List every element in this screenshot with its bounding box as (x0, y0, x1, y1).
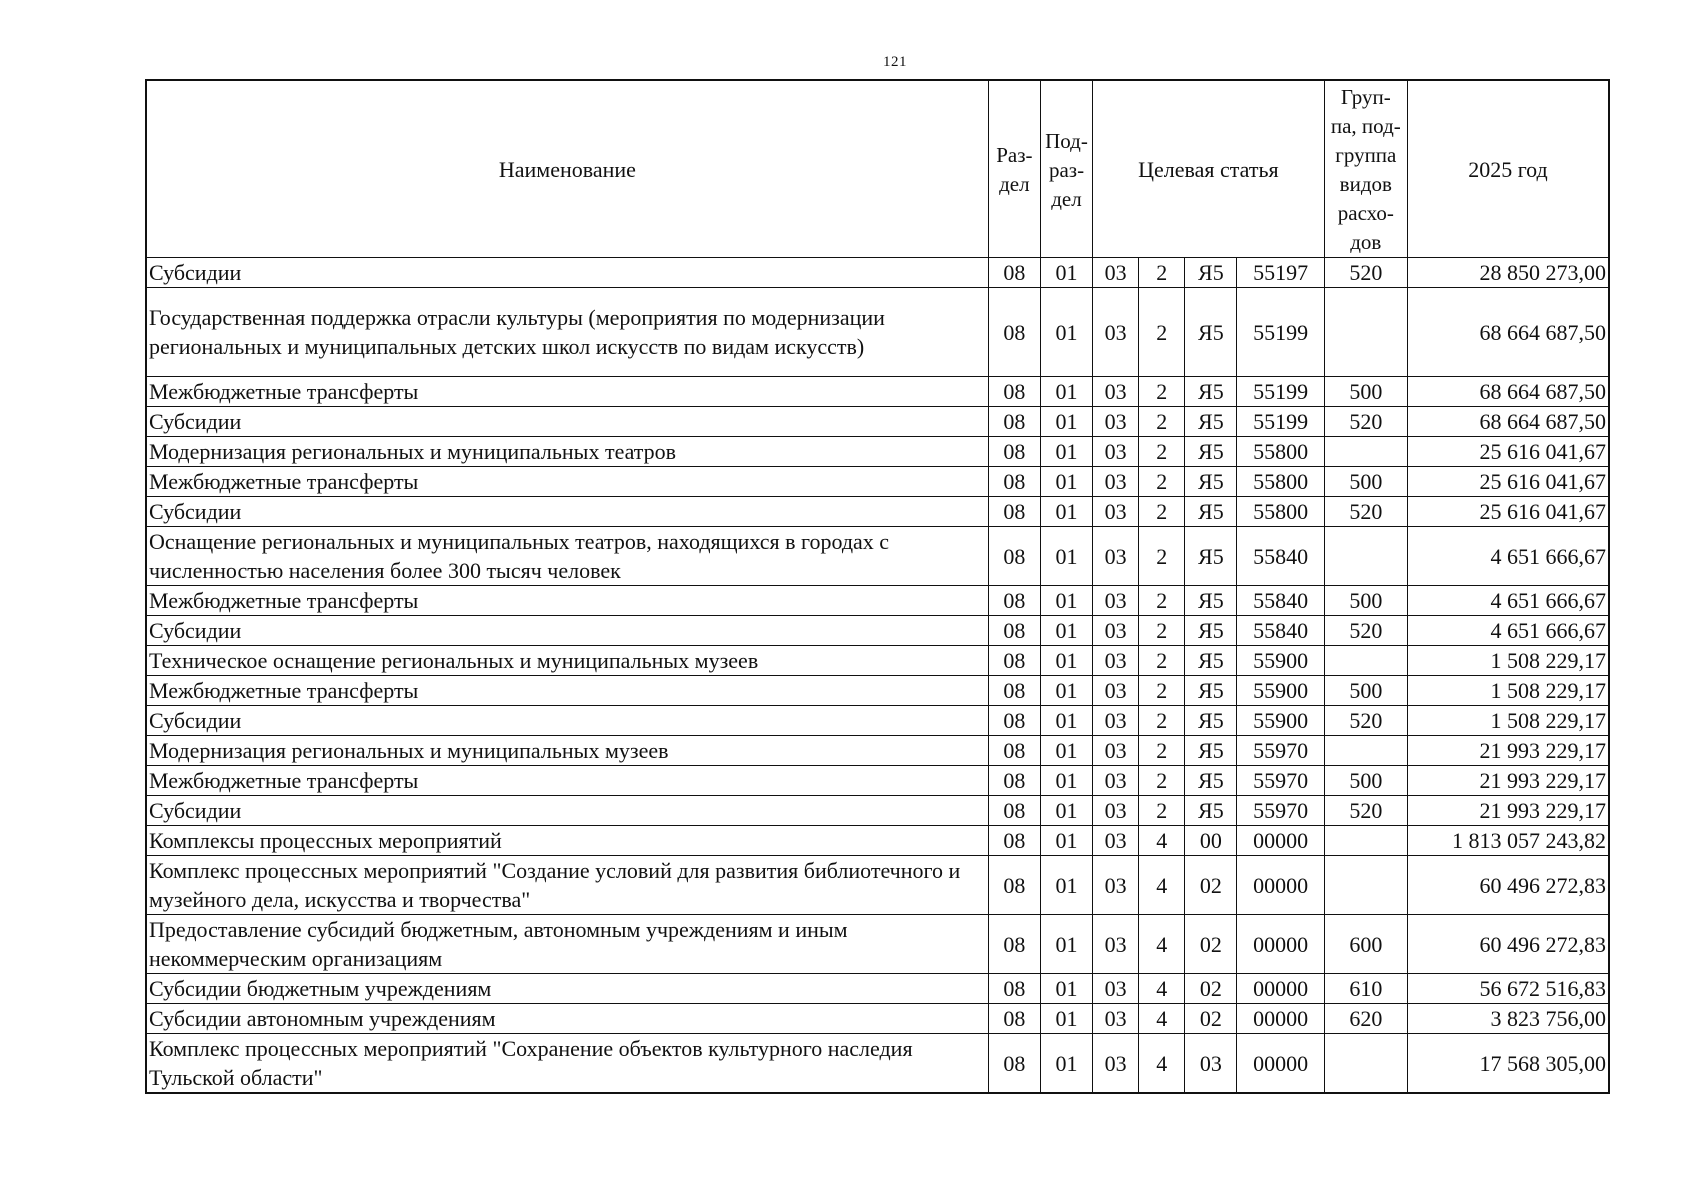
row-expense-group (1324, 1034, 1407, 1094)
row-target-program: 03 (1093, 527, 1139, 586)
row-amount: 1 508 229,17 (1407, 646, 1609, 676)
row-razdel: 08 (988, 646, 1040, 676)
row-target-program: 03 (1093, 826, 1139, 856)
row-amount: 56 672 516,83 (1407, 974, 1609, 1004)
row-target-direction: 55800 (1237, 437, 1324, 467)
row-target-program: 03 (1093, 706, 1139, 736)
row-amount: 25 616 041,67 (1407, 467, 1609, 497)
row-target-project: Я5 (1185, 377, 1237, 407)
row-expense-group: 520 (1324, 258, 1407, 288)
row-target-project: 03 (1185, 1034, 1237, 1094)
row-target-program: 03 (1093, 258, 1139, 288)
row-razdel: 08 (988, 437, 1040, 467)
row-amount: 25 616 041,67 (1407, 497, 1609, 527)
table-row (146, 766, 1609, 796)
row-target-project: Я5 (1185, 586, 1237, 616)
row-target-type: 4 (1139, 1034, 1185, 1094)
row-name: Межбюджетные трансферты (146, 676, 988, 706)
row-name: Субсидии бюджетным учреждениям (146, 974, 988, 1004)
row-target-type: 4 (1139, 826, 1185, 856)
row-razdel: 08 (988, 974, 1040, 1004)
row-expense-group: 620 (1324, 1004, 1407, 1034)
row-target-program: 03 (1093, 586, 1139, 616)
row-target-direction: 55199 (1237, 377, 1324, 407)
table-row (146, 377, 1609, 407)
row-target-direction: 55197 (1237, 258, 1324, 288)
row-target-direction: 00000 (1237, 974, 1324, 1004)
row-target-project: Я5 (1185, 258, 1237, 288)
row-podrazdel: 01 (1040, 586, 1092, 616)
row-expense-group (1324, 646, 1407, 676)
table-row (146, 1034, 1609, 1094)
row-target-program: 03 (1093, 646, 1139, 676)
row-podrazdel: 01 (1040, 646, 1092, 676)
table-row (146, 676, 1609, 706)
row-target-program: 03 (1093, 437, 1139, 467)
row-expense-group: 520 (1324, 796, 1407, 826)
row-target-project: Я5 (1185, 437, 1237, 467)
row-target-type: 2 (1139, 706, 1185, 736)
row-amount: 17 568 305,00 (1407, 1034, 1609, 1094)
row-razdel: 08 (988, 407, 1040, 437)
row-target-program: 03 (1093, 377, 1139, 407)
row-target-project: Я5 (1185, 616, 1237, 646)
row-target-project: Я5 (1185, 796, 1237, 826)
page-number: 121 (883, 54, 907, 70)
row-target-program: 03 (1093, 856, 1139, 915)
row-target-project: 02 (1185, 1004, 1237, 1034)
row-target-direction: 55900 (1237, 706, 1324, 736)
row-target-program: 03 (1093, 288, 1139, 377)
row-target-type: 2 (1139, 437, 1185, 467)
row-expense-group: 600 (1324, 915, 1407, 974)
row-razdel: 08 (988, 676, 1040, 706)
row-target-project: 00 (1185, 826, 1237, 856)
row-name: Межбюджетные трансферты (146, 467, 988, 497)
row-razdel: 08 (988, 826, 1040, 856)
row-expense-group (1324, 826, 1407, 856)
row-razdel: 08 (988, 258, 1040, 288)
table-body (146, 258, 1609, 1094)
row-target-type: 4 (1139, 856, 1185, 915)
row-amount: 25 616 041,67 (1407, 437, 1609, 467)
row-amount: 1 508 229,17 (1407, 706, 1609, 736)
row-target-program: 03 (1093, 407, 1139, 437)
row-name: Субсидии автономным учреждениям (146, 1004, 988, 1034)
row-expense-group: 500 (1324, 377, 1407, 407)
table-row (146, 915, 1609, 974)
row-name: Субсидии (146, 497, 988, 527)
row-amount: 21 993 229,17 (1407, 796, 1609, 826)
row-razdel: 08 (988, 1004, 1040, 1034)
row-expense-group: 500 (1324, 467, 1407, 497)
table-row (146, 706, 1609, 736)
table-row (146, 258, 1609, 288)
row-target-project: Я5 (1185, 407, 1237, 437)
row-name: Предоставление субсидий бюджетным, автономным учреждениям и иным некоммерческим организациям (146, 915, 988, 974)
header-expense-group: Груп- па, под- группа видов расхо- дов (1324, 80, 1407, 258)
row-target-type: 4 (1139, 915, 1185, 974)
row-target-type: 2 (1139, 497, 1185, 527)
row-amount: 68 664 687,50 (1407, 288, 1609, 377)
row-razdel: 08 (988, 736, 1040, 766)
row-amount: 60 496 272,83 (1407, 856, 1609, 915)
row-razdel: 08 (988, 915, 1040, 974)
table-row (146, 1004, 1609, 1034)
row-podrazdel: 01 (1040, 826, 1092, 856)
row-name: Межбюджетные трансферты (146, 766, 988, 796)
row-name: Техническое оснащение региональных и муниципальных музеев (146, 646, 988, 676)
row-target-direction: 00000 (1237, 856, 1324, 915)
row-razdel: 08 (988, 288, 1040, 377)
row-expense-group (1324, 736, 1407, 766)
row-target-project: Я5 (1185, 676, 1237, 706)
row-target-program: 03 (1093, 467, 1139, 497)
row-target-project: Я5 (1185, 736, 1237, 766)
row-target-direction: 55970 (1237, 736, 1324, 766)
row-target-project: 02 (1185, 915, 1237, 974)
row-target-type: 2 (1139, 766, 1185, 796)
row-target-type: 2 (1139, 646, 1185, 676)
row-target-project: Я5 (1185, 766, 1237, 796)
row-target-project: Я5 (1185, 467, 1237, 497)
row-target-program: 03 (1093, 796, 1139, 826)
row-amount: 21 993 229,17 (1407, 736, 1609, 766)
table-row (146, 616, 1609, 646)
row-target-project: Я5 (1185, 288, 1237, 377)
row-target-project: 02 (1185, 856, 1237, 915)
row-target-direction: 55900 (1237, 676, 1324, 706)
row-target-program: 03 (1093, 1004, 1139, 1034)
row-expense-group (1324, 288, 1407, 377)
row-podrazdel: 01 (1040, 407, 1092, 437)
row-target-direction: 55840 (1237, 527, 1324, 586)
row-podrazdel: 01 (1040, 796, 1092, 826)
row-target-direction: 55199 (1237, 288, 1324, 377)
row-name: Межбюджетные трансферты (146, 586, 988, 616)
row-target-project: Я5 (1185, 646, 1237, 676)
table-row (146, 497, 1609, 527)
row-name: Субсидии (146, 407, 988, 437)
row-name: Субсидии (146, 258, 988, 288)
row-expense-group (1324, 437, 1407, 467)
row-target-program: 03 (1093, 915, 1139, 974)
row-target-type: 2 (1139, 467, 1185, 497)
row-target-project: Я5 (1185, 497, 1237, 527)
row-podrazdel: 01 (1040, 437, 1092, 467)
row-name: Государственная поддержка отрасли культуры (мероприятия по модернизации региональных и муниципальных детских школ искусств по видам искусств) (146, 288, 988, 377)
row-razdel: 08 (988, 766, 1040, 796)
row-target-program: 03 (1093, 497, 1139, 527)
row-amount: 60 496 272,83 (1407, 915, 1609, 974)
row-expense-group: 500 (1324, 676, 1407, 706)
row-razdel: 08 (988, 796, 1040, 826)
row-razdel: 08 (988, 616, 1040, 646)
table-row (146, 586, 1609, 616)
header-name: Наименование (146, 80, 988, 258)
row-target-direction: 00000 (1237, 1034, 1324, 1094)
table-row (146, 288, 1609, 377)
row-amount: 28 850 273,00 (1407, 258, 1609, 288)
table-row (146, 856, 1609, 915)
table-header (146, 80, 1609, 258)
row-target-direction: 00000 (1237, 1004, 1324, 1034)
row-target-direction: 55800 (1237, 467, 1324, 497)
row-expense-group: 610 (1324, 974, 1407, 1004)
row-target-direction: 55840 (1237, 616, 1324, 646)
row-target-project: Я5 (1185, 527, 1237, 586)
row-expense-group (1324, 856, 1407, 915)
row-amount: 68 664 687,50 (1407, 377, 1609, 407)
row-podrazdel: 01 (1040, 377, 1092, 407)
row-target-program: 03 (1093, 1034, 1139, 1094)
table-row (146, 527, 1609, 586)
row-amount: 4 651 666,67 (1407, 527, 1609, 586)
row-name: Межбюджетные трансферты (146, 377, 988, 407)
row-target-type: 2 (1139, 586, 1185, 616)
row-target-direction: 55970 (1237, 766, 1324, 796)
table-row (146, 974, 1609, 1004)
row-expense-group: 520 (1324, 706, 1407, 736)
row-podrazdel: 01 (1040, 527, 1092, 586)
row-podrazdel: 01 (1040, 706, 1092, 736)
row-razdel: 08 (988, 497, 1040, 527)
row-name: Оснащение региональных и муниципальных театров, находящихся в городах с численностью населения более 300 тысяч человек (146, 527, 988, 586)
row-podrazdel: 01 (1040, 616, 1092, 646)
row-podrazdel: 01 (1040, 974, 1092, 1004)
row-name: Комплексы процессных мероприятий (146, 826, 988, 856)
row-target-direction: 55199 (1237, 407, 1324, 437)
table-row (146, 736, 1609, 766)
row-target-type: 2 (1139, 377, 1185, 407)
row-podrazdel: 01 (1040, 467, 1092, 497)
table-row (146, 407, 1609, 437)
row-target-type: 2 (1139, 736, 1185, 766)
table-row (146, 437, 1609, 467)
row-podrazdel: 01 (1040, 258, 1092, 288)
row-podrazdel: 01 (1040, 856, 1092, 915)
row-expense-group (1324, 527, 1407, 586)
row-target-direction: 55970 (1237, 796, 1324, 826)
budget-table (145, 79, 1610, 1094)
row-target-program: 03 (1093, 616, 1139, 646)
row-podrazdel: 01 (1040, 1034, 1092, 1094)
row-target-type: 4 (1139, 1004, 1185, 1034)
row-amount: 1 508 229,17 (1407, 676, 1609, 706)
row-podrazdel: 01 (1040, 736, 1092, 766)
table-row (146, 646, 1609, 676)
row-target-project: 02 (1185, 974, 1237, 1004)
row-target-program: 03 (1093, 974, 1139, 1004)
row-expense-group: 520 (1324, 407, 1407, 437)
row-target-type: 2 (1139, 527, 1185, 586)
header-year-2025: 2025 год (1407, 80, 1609, 258)
row-target-direction: 00000 (1237, 826, 1324, 856)
row-expense-group: 520 (1324, 497, 1407, 527)
row-expense-group: 500 (1324, 766, 1407, 796)
row-target-type: 2 (1139, 288, 1185, 377)
row-amount: 68 664 687,50 (1407, 407, 1609, 437)
row-target-program: 03 (1093, 766, 1139, 796)
row-podrazdel: 01 (1040, 766, 1092, 796)
row-target-direction: 55900 (1237, 646, 1324, 676)
row-amount: 3 823 756,00 (1407, 1004, 1609, 1034)
row-name: Комплекс процессных мероприятий "Создание условий для развития библиотечного и музейного дела, искусства и творчества" (146, 856, 988, 915)
row-podrazdel: 01 (1040, 497, 1092, 527)
row-amount: 21 993 229,17 (1407, 766, 1609, 796)
row-target-type: 2 (1139, 676, 1185, 706)
row-target-type: 2 (1139, 258, 1185, 288)
row-target-direction: 00000 (1237, 915, 1324, 974)
row-name: Модернизация региональных и муниципальных театров (146, 437, 988, 467)
row-razdel: 08 (988, 527, 1040, 586)
header-target-article: Целевая статья (1093, 80, 1325, 258)
row-razdel: 08 (988, 377, 1040, 407)
row-podrazdel: 01 (1040, 676, 1092, 706)
row-podrazdel: 01 (1040, 1004, 1092, 1034)
row-target-type: 2 (1139, 796, 1185, 826)
row-target-program: 03 (1093, 736, 1139, 766)
table-row (146, 826, 1609, 856)
row-target-type: 2 (1139, 407, 1185, 437)
row-target-direction: 55840 (1237, 586, 1324, 616)
row-name: Модернизация региональных и муниципальных музеев (146, 736, 988, 766)
table-row (146, 796, 1609, 826)
row-target-program: 03 (1093, 676, 1139, 706)
row-expense-group: 520 (1324, 616, 1407, 646)
row-target-type: 2 (1139, 616, 1185, 646)
row-amount: 4 651 666,67 (1407, 616, 1609, 646)
row-name: Субсидии (146, 706, 988, 736)
row-name: Комплекс процессных мероприятий "Сохранение объектов культурного наследия Тульской области" (146, 1034, 988, 1094)
header-razdel: Раз- дел (988, 80, 1040, 258)
row-name: Субсидии (146, 616, 988, 646)
row-target-direction: 55800 (1237, 497, 1324, 527)
row-target-type: 4 (1139, 974, 1185, 1004)
row-razdel: 08 (988, 586, 1040, 616)
row-razdel: 08 (988, 467, 1040, 497)
row-amount: 1 813 057 243,82 (1407, 826, 1609, 856)
row-target-project: Я5 (1185, 706, 1237, 736)
row-podrazdel: 01 (1040, 915, 1092, 974)
header-podrazdel: Под- раз- дел (1040, 80, 1092, 258)
row-amount: 4 651 666,67 (1407, 586, 1609, 616)
row-podrazdel: 01 (1040, 288, 1092, 377)
row-razdel: 08 (988, 856, 1040, 915)
row-razdel: 08 (988, 1034, 1040, 1094)
row-expense-group: 500 (1324, 586, 1407, 616)
table-row (146, 467, 1609, 497)
row-name: Субсидии (146, 796, 988, 826)
row-razdel: 08 (988, 706, 1040, 736)
